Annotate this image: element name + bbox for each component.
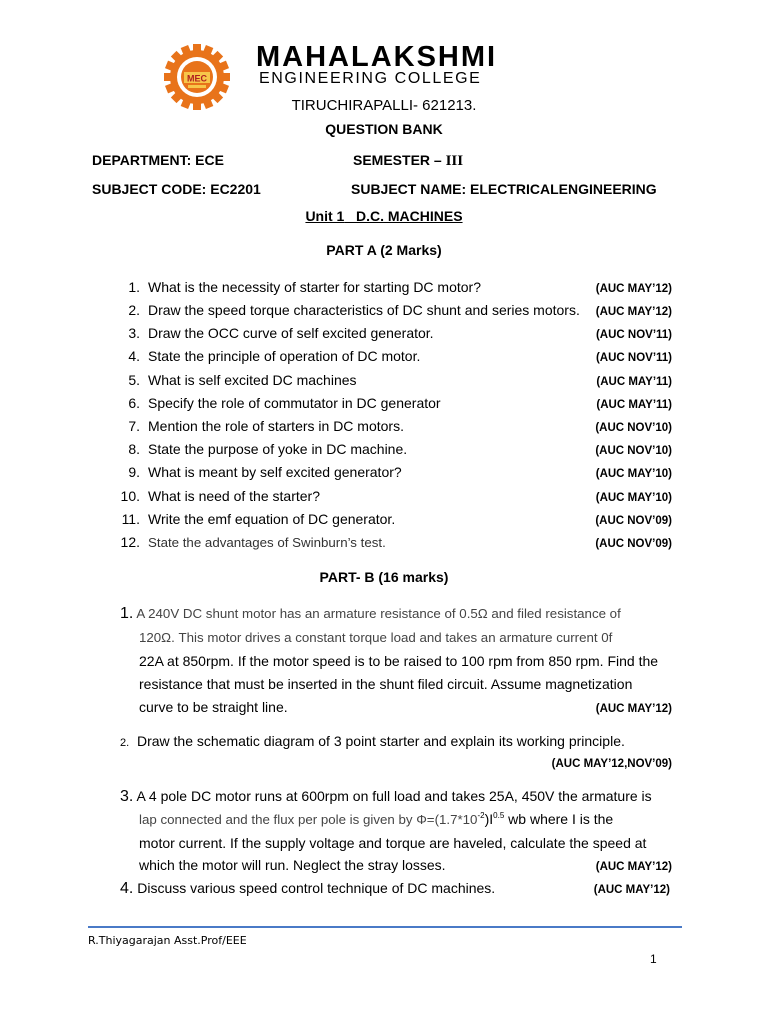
page-number: 1 xyxy=(650,952,657,966)
part-a-question: 11. Write the emf equation of DC generator. xyxy=(121,511,396,527)
exam-tag: (AUC NOV’10) xyxy=(595,422,672,434)
unit-heading xyxy=(0,208,768,224)
part-b-question-3-line: which the motor will run. Neglect the stray losses. xyxy=(139,857,446,873)
exam-tag: (AUC MAY’12) xyxy=(595,306,672,318)
part-a-question: 9. What is meant by self excited generator? xyxy=(128,464,402,480)
exam-tag: (AUC MAY’12,NOV’09) xyxy=(551,758,672,770)
part-b-question-3-line: motor current. If the supply voltage and torque are haveled, calculate the speed at xyxy=(139,835,647,851)
college-location: TIRUCHIRAPALLI- 621213. xyxy=(291,97,477,114)
part-b-question-1-line: 1. A 240V DC shunt motor has an armature resistance of 0.5Ω and filed resistance of xyxy=(120,605,621,622)
part-a-question: 1. What is the necessity of starter for starting DC motor? xyxy=(128,279,482,295)
exam-tag: (AUC NOV’09) xyxy=(595,515,672,527)
semester xyxy=(353,152,463,169)
exam-tag: (AUC MAY’12) xyxy=(595,861,672,873)
footer-rule xyxy=(88,926,682,928)
part-a-question: 3. Draw the OCC curve of self excited generator. xyxy=(128,325,434,341)
subject-name: SUBJECT NAME: ELECTRICALENGINEERING xyxy=(351,181,657,197)
part-a-question: 6. Specify the role of commutator in DC generator xyxy=(128,395,441,411)
part-a-question: 5. What is self excited DC machines xyxy=(128,372,357,388)
department: DEPARTMENT: ECE xyxy=(92,152,224,168)
semester-label: SEMESTER – xyxy=(353,152,446,168)
exam-tag: (AUC MAY’12) xyxy=(593,884,670,896)
document-type: QUESTION BANK xyxy=(325,121,443,137)
exam-tag: (AUC NOV’11) xyxy=(595,352,672,364)
part-b-question-3-line: 3. A 4 pole DC motor runs at 600rpm on full load and takes 25A, 450V the armature is xyxy=(120,788,652,805)
exam-tag: (AUC MAY’12) xyxy=(595,283,672,295)
part-a-question: 10. What is need of the starter? xyxy=(120,488,320,504)
exam-tag: (AUC MAY’10) xyxy=(595,492,672,504)
exam-tag: (AUC NOV’10) xyxy=(595,445,672,457)
part-b-question-1-line: 120Ω. This motor drives a constant torque load and takes an armature current 0f xyxy=(139,630,613,645)
part-b-question-3-line: lap connected and the flux per pole is given by $\Phi=(1.7*10^{-2})I^{0.5}$ wb where I is the xyxy=(139,811,614,827)
footer-author: R.Thiyagarajan Asst.Prof/EEE xyxy=(88,934,247,947)
part-a-heading: PART A (2 Marks) xyxy=(326,242,442,258)
exam-tag: (AUC MAY’10) xyxy=(595,468,672,480)
college-subtitle: ENGINEERING COLLEGE xyxy=(259,70,482,87)
svg-text:MEC: MEC xyxy=(187,73,207,84)
exam-tag: (AUC MAY’11) xyxy=(596,376,672,388)
part-b-question-1-line: resistance that must be inserted in the shunt filed circuit. Assume magnetization xyxy=(139,676,633,692)
semester-value: III xyxy=(445,153,464,169)
part-b-question-2: 2. Draw the schematic diagram of 3 point starter and explain its working principle. xyxy=(120,733,625,749)
part-a-question: 2. Draw the speed torque characteristics of DC shunt and series motors. xyxy=(128,302,580,318)
exam-tag: (AUC NOV’11) xyxy=(595,329,672,341)
part-a-question: 7. Mention the role of starters in DC motors. xyxy=(128,418,404,434)
college-name: MAHALAKSHMI xyxy=(256,41,498,73)
part-b-question-1-line: 22A at 850rpm. If the motor speed is to be raised to 100 rpm from 850 rpm. Find the xyxy=(139,653,659,669)
exam-tag: (AUC MAY’11) xyxy=(596,399,672,411)
part-b-heading: PART- B (16 marks) xyxy=(319,569,449,585)
part-b-question-1-line: curve to be straight line. xyxy=(139,699,288,715)
part-a-question: 4. State the principle of operation of DC motor. xyxy=(128,348,421,364)
part-a-question: 12. State the advantages of Swinburn’s test. xyxy=(120,534,386,550)
unit-label: Unit 1 xyxy=(305,208,345,224)
unit-title: D.C. MACHINES xyxy=(356,208,463,224)
exam-tag: (AUC MAY’12) xyxy=(595,703,672,715)
subject-code: SUBJECT CODE: EC2201 xyxy=(92,181,261,197)
part-a-question: 8. State the purpose of yoke in DC machine. xyxy=(128,441,408,457)
part-b-question-4: 4. Discuss various speed control technique of DC machines. xyxy=(120,880,496,897)
exam-tag: (AUC NOV’09) xyxy=(595,538,672,550)
